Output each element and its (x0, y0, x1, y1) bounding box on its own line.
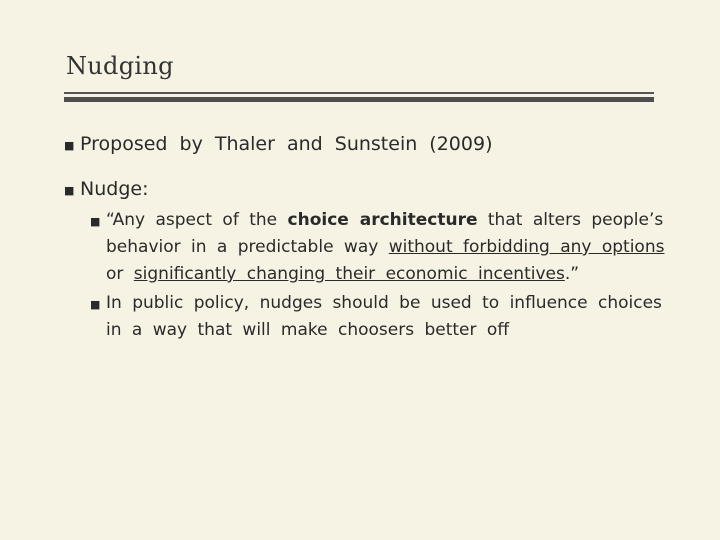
slide-content (62, 130, 682, 344)
square-bullet-icon: ■ (64, 139, 75, 152)
square-bullet-icon: ■ (90, 215, 101, 228)
definition-text-1: “Any aspect of the (106, 210, 288, 230)
definition-text-4: .” (564, 264, 580, 284)
definition-text-2: that alters people’s behavior in a predictable way (106, 210, 664, 257)
definition-text-3: or (106, 264, 134, 284)
title-rule-thin (64, 92, 654, 94)
definition-bold-term: choice architecture (287, 210, 478, 230)
sub-bullet-definition (90, 207, 682, 288)
square-bullet-icon: ■ (64, 184, 75, 197)
bullet-proposed (62, 130, 682, 158)
policy-text: In public policy, nudges should be used to influence choices in a way that will make choosers better off (106, 293, 662, 340)
definition-underline-1: without forbidding any options (388, 237, 665, 257)
definition-underline-2: significantly changing their economic incentives (133, 264, 565, 284)
sub-bullet-policy (90, 290, 682, 344)
title-rule-thick (64, 97, 654, 102)
square-bullet-icon: ■ (90, 298, 101, 311)
bullet-text: Proposed by Thaler and Sunstein (2009) (80, 133, 493, 155)
slide-title: Nudging (66, 52, 174, 80)
bullet-text: Nudge: (80, 178, 149, 200)
bullet-nudge (62, 175, 682, 203)
